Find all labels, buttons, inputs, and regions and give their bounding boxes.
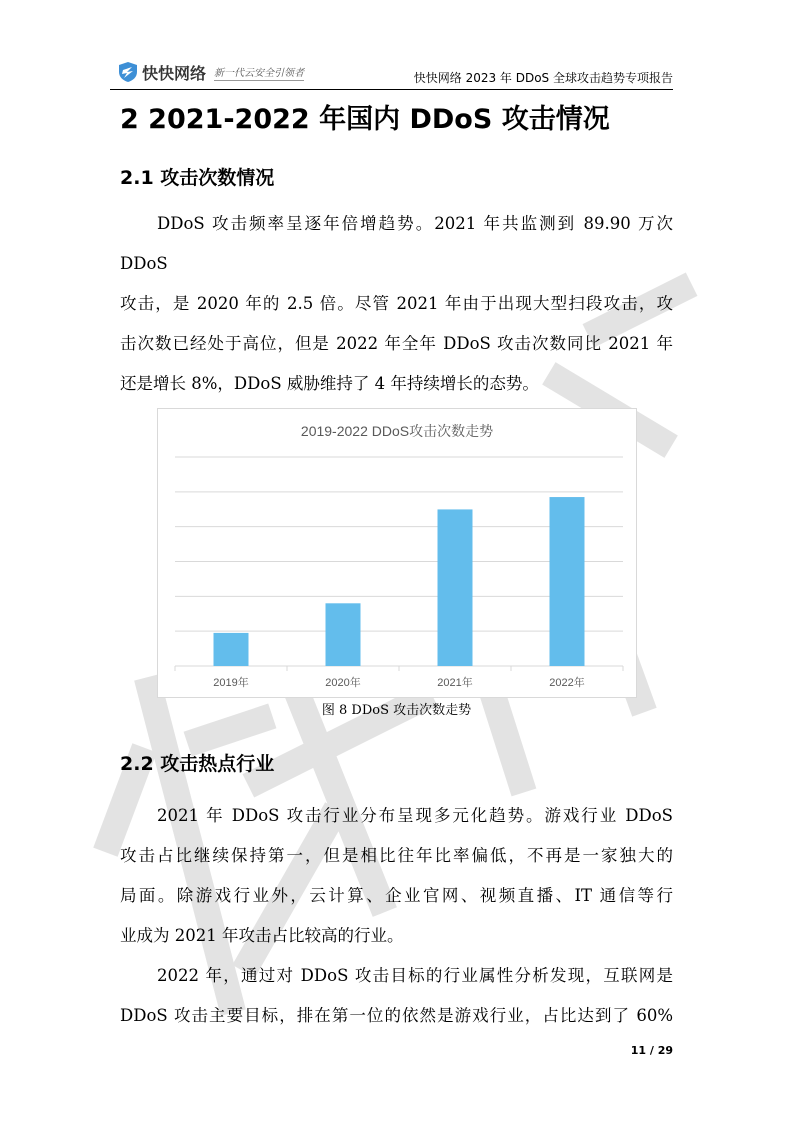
text-line: 击次数已经处于高位，但是 2022 年全年 DDoS 攻击次数同比 2021 年 [120,334,673,353]
x-tick-label: 2020年 [325,677,361,689]
bar-chart [157,408,637,698]
bar-2020年 [326,603,361,666]
section-heading: 2 2021-2022 年国内 DDoS 攻击情况 [120,104,610,135]
figure-caption: 图 8 DDoS 攻击次数走势 [321,703,472,718]
logo-slogan: 新一代云安全引领者 [214,64,304,81]
text-line: 攻击，是 2020 年的 2.5 倍。尽管 2021 年由于出现大型扫段攻击，攻 [120,294,673,313]
chart-title: 2019-2022 DDoS攻击次数走势 [300,423,494,439]
text-line: 2022 年，通过对 DDoS 攻击目标的行业属性分析发现，互联网是 [157,966,673,985]
bar-2021年 [438,509,473,666]
page-header [110,56,673,90]
subsection-heading-2-2: 2.2 攻击热点行业 [120,753,275,775]
x-tick-label: 2019年 [213,677,249,689]
logo-name: 快快网络 [142,63,207,83]
text-line: 2021 年 DDoS 攻击行业分布呈现多元化趋势。游戏行业 DDoS [157,806,673,825]
text-line: 业成为 2021 年攻击占比较高的行业。 [120,926,404,945]
paragraph-industries-2022 [120,956,673,1036]
bar-2022年 [550,497,585,666]
text-line: 还是增长 8%，DDoS 威胁维持了 4 年持续增长的态势。 [120,374,539,393]
text-line: DDoS 攻击频率呈逐年倍增趋势。2021 年共监测到 89.90 万次 DDoS [120,214,673,273]
paragraph-attack-count [120,204,673,404]
chart-canvas [158,409,636,697]
document-header-title: 快快网络 2023 年 DDoS 全球攻击趋势专项报告 [413,71,673,85]
x-tick-label: 2021年 [437,677,473,689]
text-line: 攻击占比继续保持第一，但是相比往年比率偏低，不再是一家独大的 [120,846,673,865]
bar-2019年 [214,633,249,666]
text-line: DDoS 攻击主要目标，排在第一位的依然是游戏行业，占比达到了 60% [120,1006,673,1025]
x-tick-label: 2022年 [549,677,585,689]
page-number: 11 / 29 [630,1044,673,1057]
paragraph-industries-2021 [120,796,673,956]
shield-logo-icon [118,61,138,83]
text-line: 局面。除游戏行业外，云计算、企业官网、视频直播、IT 通信等行 [120,886,673,905]
subsection-heading-2-1: 2.1 攻击次数情况 [120,167,275,189]
header-logo [118,58,304,86]
